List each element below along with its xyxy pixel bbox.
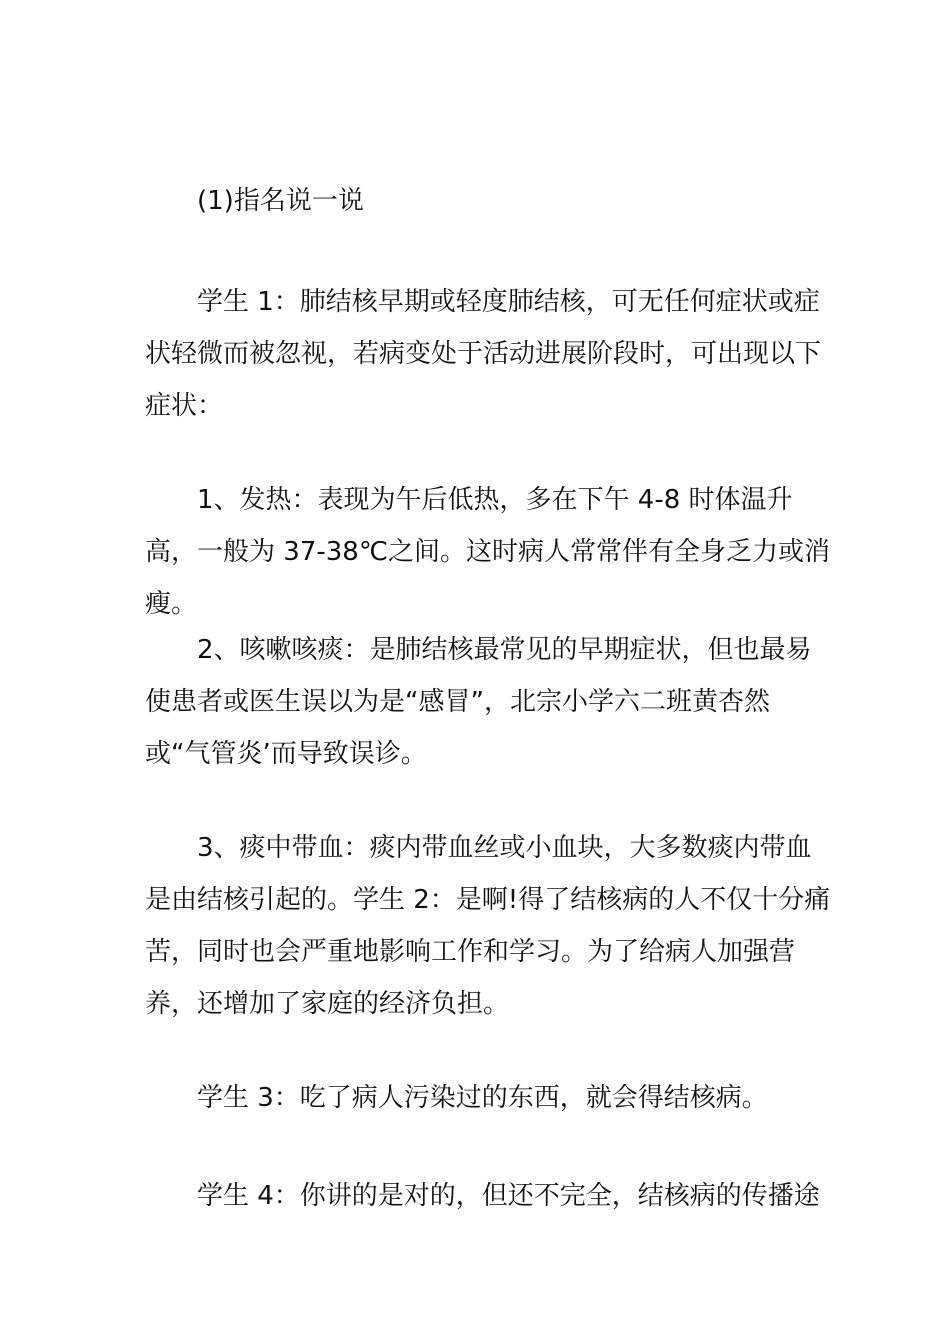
paragraph-symptom-cough: 2、咳嗽咳痰：是肺结核最常见的早期症状，但也最易使患者或医生误以为是“感冒”，北宗小学六二班黄杏然或“气管炎’而导致误诊。 [145, 635, 812, 769]
paragraph-student-1: 学生 1：肺结核早期或轻度肺结核，可无任何症状或症状轻微而被忽视，若病变处于活动进展阶段时，可出现以下症状： [145, 287, 822, 421]
paragraph-symptom-blood: 3、痰中带血：痰内带血丝或小血块，大多数痰内带血是由结核引起的。学生 2：是啊!得了结核病的人不仅十分痛苦，同时也会严重地影响工作和学习。为了给病人加强营养，还增加了家庭的经济负担。 [145, 833, 831, 1019]
paragraph-student-3: 学生 3：吃了病人污染过的东西，就会得结核病。 [197, 1083, 768, 1113]
paragraph-heading: (1)指名说一说 [197, 186, 364, 216]
paragraph-student-4: 学生 4：你讲的是对的，但还不完全，结核病的传播途 [197, 1181, 820, 1211]
paragraph-symptom-fever: 1、发热：表现为午后低热，多在下午 4-8 时体温升高，一般为 37-38℃之间。这时病人常常伴有全身乏力或消瘦。 [145, 485, 831, 619]
